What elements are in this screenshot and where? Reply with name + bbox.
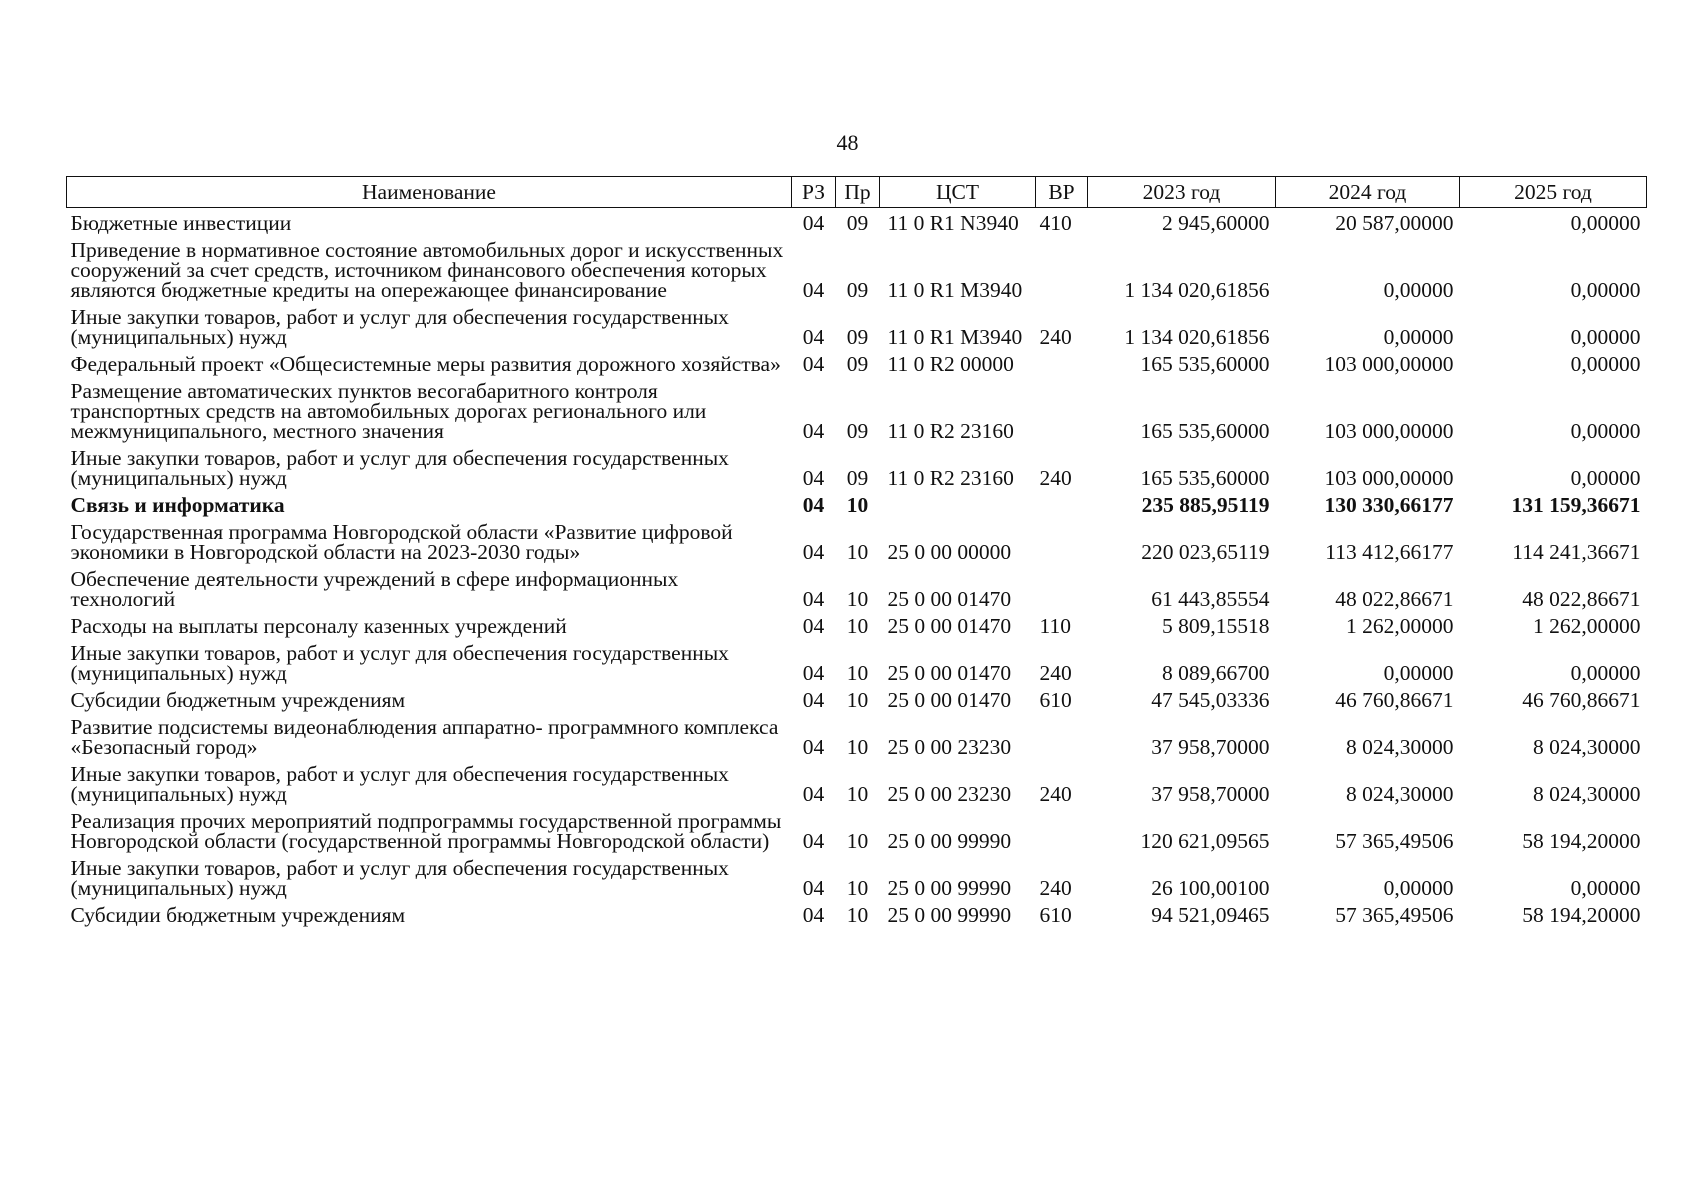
row-2024: 113 412,66177 <box>1325 540 1454 564</box>
row-name: Иные закупки товаров, работ и услуг для обеспечения государственных (муниципальных) нужд <box>70 641 729 685</box>
row-2023: 5 809,15518 <box>1162 614 1270 638</box>
row-vr: 610 <box>1039 688 1072 712</box>
table-row <box>67 208 1647 236</box>
row-name: Развитие подсистемы видеонаблюдения аппаратно- программного комплекса «Безопасный город» <box>70 715 779 759</box>
row-cst: 11 0 R2 23160 <box>887 466 1014 490</box>
row-2025: 0,00000 <box>1570 278 1641 302</box>
row-2025: 8 024,30000 <box>1533 735 1641 759</box>
row-cst: 11 0 R2 23160 <box>887 419 1014 443</box>
row-2024: 103 000,00000 <box>1324 419 1454 443</box>
row-cst: 25 0 00 23230 <box>887 735 1012 759</box>
row-2023: 235 885,95119 <box>1141 493 1270 517</box>
row-rz: 04 <box>802 419 825 443</box>
row-vr: 110 <box>1039 614 1071 638</box>
table-header <box>67 177 1647 208</box>
row-name: Иные закупки товаров, работ и услуг для обеспечения государственных (муниципальных) нужд <box>70 305 729 349</box>
row-rz: 04 <box>802 278 825 302</box>
row-vr: 240 <box>1039 325 1072 349</box>
row-2024: 8 024,30000 <box>1346 782 1454 806</box>
row-cst <box>880 490 1036 517</box>
row-2025: 131 159,36671 <box>1511 493 1641 517</box>
row-cst: 11 0 R2 00000 <box>887 352 1014 376</box>
row-cst: 25 0 00 99990 <box>887 903 1012 927</box>
row-vr: 410 <box>1039 211 1072 235</box>
row-2025: 0,00000 <box>1570 876 1641 900</box>
header-cst: ЦСТ <box>880 177 1036 208</box>
row-cst: 25 0 00 01470 <box>887 587 1012 611</box>
row-pr: 10 <box>846 540 869 564</box>
row-name: Субсидии бюджетным учреждениям <box>70 688 406 712</box>
row-name: Федеральный проект «Общесистемные меры развития дорожного хозяйства» <box>70 352 781 376</box>
row-2023: 8 089,66700 <box>1162 661 1270 685</box>
row-2023: 165 535,60000 <box>1140 352 1270 376</box>
row-2024: 0,00000 <box>1383 661 1454 685</box>
row-pr: 09 <box>846 278 869 302</box>
row-2023: 1 134 020,61856 <box>1124 325 1270 349</box>
row-pr: 10 <box>846 688 869 712</box>
row-2023: 26 100,00100 <box>1151 876 1270 900</box>
row-2024: 20 587,00000 <box>1335 211 1454 235</box>
row-cst: 11 0 R1 M3940 <box>887 278 1023 302</box>
row-name: Расходы на выплаты персоналу казенных учреждений <box>70 614 567 638</box>
row-cst: 25 0 00 00000 <box>887 540 1012 564</box>
row-pr: 10 <box>846 493 869 517</box>
row-pr: 10 <box>846 829 869 853</box>
row-2023: 47 545,03336 <box>1151 688 1270 712</box>
row-name: Связь и информатика <box>70 493 285 517</box>
row-vr <box>1036 517 1088 564</box>
row-pr: 10 <box>846 903 869 927</box>
row-pr: 09 <box>846 352 869 376</box>
row-2023: 120 621,09565 <box>1140 829 1270 853</box>
table-row <box>67 853 1647 900</box>
row-2025: 0,00000 <box>1570 419 1641 443</box>
row-vr: 240 <box>1039 661 1072 685</box>
row-vr <box>1036 806 1088 853</box>
row-2023: 61 443,85554 <box>1151 587 1270 611</box>
table-row <box>67 443 1647 490</box>
page-number: 48 <box>836 130 859 155</box>
table-row <box>67 638 1647 685</box>
row-2023: 165 535,60000 <box>1140 466 1270 490</box>
row-vr: 240 <box>1039 876 1072 900</box>
header-vr: ВР <box>1036 177 1088 208</box>
row-rz: 04 <box>802 735 825 759</box>
row-2025: 0,00000 <box>1570 352 1641 376</box>
header-name: Наименование <box>67 177 792 208</box>
row-name: Субсидии бюджетным учреждениям <box>70 903 406 927</box>
row-cst: 25 0 00 01470 <box>887 661 1012 685</box>
row-vr: 240 <box>1039 466 1072 490</box>
row-2025: 48 022,86671 <box>1522 587 1641 611</box>
row-rz: 04 <box>802 614 825 638</box>
row-rz: 04 <box>802 325 825 349</box>
table-body <box>67 208 1647 928</box>
row-2024: 103 000,00000 <box>1324 352 1454 376</box>
row-rz: 04 <box>802 211 825 235</box>
header-2024: 2024 год <box>1276 177 1460 208</box>
row-vr <box>1036 235 1088 302</box>
row-2025: 1 262,00000 <box>1533 614 1641 638</box>
header-rz: РЗ <box>792 177 836 208</box>
row-rz: 04 <box>802 876 825 900</box>
row-pr: 10 <box>846 661 869 685</box>
row-vr <box>1036 712 1088 759</box>
row-2024: 0,00000 <box>1383 325 1454 349</box>
row-pr: 10 <box>846 735 869 759</box>
row-2024: 103 000,00000 <box>1324 466 1454 490</box>
header-2025: 2025 год <box>1460 177 1647 208</box>
row-name: Реализация прочих мероприятий подпрограммы государственной программы Новгородской области (государственной программы Новгородской области) <box>70 809 782 853</box>
row-name: Обеспечение деятельности учреждений в сфере информационных технологий <box>70 567 679 611</box>
row-2025: 0,00000 <box>1570 211 1641 235</box>
row-vr: 240 <box>1039 782 1072 806</box>
row-pr: 10 <box>846 587 869 611</box>
row-rz: 04 <box>802 782 825 806</box>
row-name: Государственная программа Новгородской области «Развитие цифровой экономики в Новгородской области на 2023-2030 годы» <box>70 520 733 564</box>
row-2025: 0,00000 <box>1570 325 1641 349</box>
row-vr: 610 <box>1039 903 1072 927</box>
row-pr: 10 <box>846 782 869 806</box>
row-name: Иные закупки товаров, работ и услуг для обеспечения государственных (муниципальных) нужд <box>70 856 729 900</box>
row-name: Приведение в нормативное состояние автомобильных дорог и искусственных сооружений за счет средств, источником финансового обеспечения которых являются бюджетные кредиты на опережающее финансирование <box>70 238 784 302</box>
row-cst: 11 0 R1 N3940 <box>887 211 1019 235</box>
row-2024: 0,00000 <box>1383 278 1454 302</box>
row-rz: 04 <box>802 688 825 712</box>
row-vr <box>1036 490 1088 517</box>
budget-table <box>66 176 1647 927</box>
row-name: Иные закупки товаров, работ и услуг для обеспечения государственных (муниципальных) нужд <box>70 446 729 490</box>
row-rz: 04 <box>802 587 825 611</box>
row-2025: 0,00000 <box>1570 661 1641 685</box>
row-name: Бюджетные инвестиции <box>70 211 292 235</box>
table-row <box>67 900 1647 927</box>
row-cst: 25 0 00 99990 <box>887 876 1012 900</box>
row-2025: 0,00000 <box>1570 466 1641 490</box>
row-2024: 130 330,66177 <box>1324 493 1454 517</box>
row-pr: 10 <box>846 614 869 638</box>
row-2025: 58 194,20000 <box>1522 903 1641 927</box>
row-2025: 8 024,30000 <box>1533 782 1641 806</box>
header-2023: 2023 год <box>1088 177 1276 208</box>
row-2024: 57 365,49506 <box>1335 903 1454 927</box>
header-pr: Пр <box>836 177 880 208</box>
row-rz: 04 <box>802 829 825 853</box>
table-row <box>67 564 1647 611</box>
table-row <box>67 376 1647 443</box>
row-pr: 09 <box>846 419 869 443</box>
row-2023: 2 945,60000 <box>1162 211 1270 235</box>
row-2023: 37 958,70000 <box>1151 782 1270 806</box>
row-rz: 04 <box>802 493 825 517</box>
table-row <box>67 611 1647 638</box>
table-row <box>67 517 1647 564</box>
table-row <box>67 759 1647 806</box>
row-2024: 46 760,86671 <box>1335 688 1454 712</box>
row-2023: 165 535,60000 <box>1140 419 1270 443</box>
row-pr: 09 <box>846 325 869 349</box>
row-name: Иные закупки товаров, работ и услуг для обеспечения государственных (муниципальных) нужд <box>70 762 729 806</box>
row-2024: 57 365,49506 <box>1335 829 1454 853</box>
row-2024: 1 262,00000 <box>1346 614 1454 638</box>
row-cst: 11 0 R1 M3940 <box>887 325 1023 349</box>
row-cst: 25 0 00 23230 <box>887 782 1012 806</box>
row-rz: 04 <box>802 466 825 490</box>
table-row-section <box>67 490 1647 517</box>
row-pr: 09 <box>846 466 869 490</box>
row-pr: 09 <box>846 211 869 235</box>
row-2023: 37 958,70000 <box>1151 735 1270 759</box>
row-2025: 114 241,36671 <box>1512 540 1641 564</box>
row-rz: 04 <box>802 661 825 685</box>
row-cst: 25 0 00 01470 <box>887 688 1012 712</box>
row-vr <box>1036 564 1088 611</box>
row-2023: 220 023,65119 <box>1141 540 1270 564</box>
row-name: Размещение автоматических пунктов весогабаритного контроля транспортных средств на автомобильных дорогах регионального или межмуниципального, местного значения <box>70 379 707 443</box>
row-2023: 94 521,09465 <box>1151 903 1270 927</box>
row-rz: 04 <box>802 540 825 564</box>
row-rz: 04 <box>802 352 825 376</box>
row-cst: 25 0 00 99990 <box>887 829 1012 853</box>
row-vr <box>1036 376 1088 443</box>
row-cst: 25 0 00 01470 <box>887 614 1012 638</box>
table-row <box>67 235 1647 302</box>
row-2024: 48 022,86671 <box>1335 587 1454 611</box>
table-row <box>67 302 1647 349</box>
table-row <box>67 349 1647 376</box>
row-2024: 0,00000 <box>1383 876 1454 900</box>
table-row <box>67 712 1647 759</box>
row-2024: 8 024,30000 <box>1346 735 1454 759</box>
table-row <box>67 685 1647 712</box>
row-pr: 10 <box>846 876 869 900</box>
row-2025: 46 760,86671 <box>1522 688 1641 712</box>
row-rz: 04 <box>802 903 825 927</box>
table-row <box>67 806 1647 853</box>
row-2025: 58 194,20000 <box>1522 829 1641 853</box>
row-vr <box>1036 349 1088 376</box>
row-2023: 1 134 020,61856 <box>1124 278 1270 302</box>
